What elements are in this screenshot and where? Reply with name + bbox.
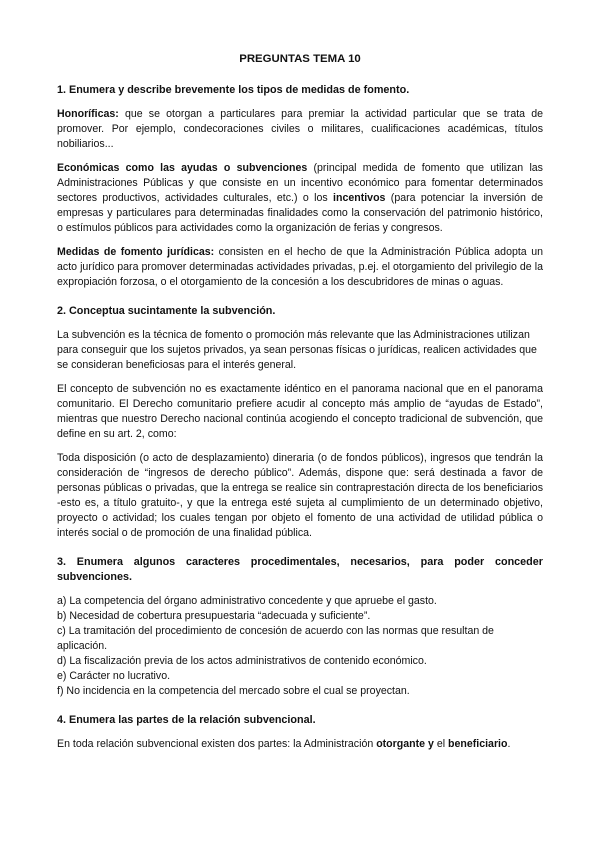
- list-item: d) La fiscalización previa de los actos administrativos de contenido económico.: [57, 655, 427, 667]
- economicas-text-2: (para potenciar la inversión de empresas y particulares para determinadas finalidades como la conservación del patrimonio histórico, o estímulos públicos para actividades como la organización de ferias y congresos.: [57, 192, 543, 234]
- honorificas-text: que se otorgan a particulares para premiar la actividad particular que se trata de promover. Por ejemplo, condecoraciones civiles o militares, cualificaciones académicas, títulos nobiliarios...: [57, 108, 543, 150]
- juridicas-label: Medidas de fomento jurídicas:: [57, 246, 215, 258]
- list-item: c) La tramitación del procedimiento de concesión de acuerdo con las normas que resultan de aplicación.: [57, 625, 494, 652]
- q1-economicas-paragraph: [57, 161, 543, 236]
- question-3-heading: 3. Enumera algunos caracteres procedimentales, necesarios, para poder conceder subvenciones.: [57, 556, 543, 583]
- otorgante-label: otorgante y: [376, 738, 434, 750]
- q3-list: [57, 594, 543, 699]
- incentivos-label: incentivos: [333, 192, 386, 204]
- juridicas-text: consisten en el hecho de que la Administración Pública adopta un acto jurídico para promover determinadas actividades privadas, p.ej. el otorgamiento del privilegio de la expropiación forzosa, o el otorgamiento de la concesión a los descubridores de minas o aguas.: [57, 246, 543, 288]
- beneficiario-label: beneficiario: [448, 738, 508, 750]
- q4-text-3: .: [507, 738, 511, 750]
- page-title: PREGUNTAS TEMA 10: [239, 53, 361, 65]
- question-4-heading: 4. Enumera las partes de la relación subvencional.: [57, 714, 316, 726]
- q1-juridicas-paragraph: [57, 245, 543, 290]
- q2-paragraph-3: Toda disposición (o acto de desplazamiento) dineraria (o de fondos públicos), ingresos que tendrán la consideración de “ingresos de derecho público”. Además, dispone que: será destinada a favor de personas públicas o privadas, que la entrega se realice sin contraprestación directa de los beneficiarios -esto es, a título gratuito-, y que la entrega esté sujeta al cumplimiento de un determinado objetivo, proyecto o actividad; los cuales tengan por objeto el fomento de una actividad de utilidad pública o interés social o de promoción de una finalidad pública.: [57, 452, 543, 539]
- economicas-text-1: (principal medida de fomento que utilizan las Administraciones Públicas y que consiste en un incentivo económico para fomentar determinados sectores productivos, actividades culturales, etc.) o los: [57, 162, 543, 204]
- question-2-heading: 2. Conceptua sucintamente la subvención.: [57, 305, 276, 317]
- list-item: b) Necesidad de cobertura presupuestaria “adecuada y suficiente”.: [57, 610, 371, 622]
- q4-paragraph: [57, 737, 543, 752]
- q2-paragraph-1: La subvención es la técnica de fomento o promoción más relevante que las Administraciones utilizan para conseguir que los sujetos privados, ya sean personas físicas o jurídicas, realicen actividades que se consideran beneficiosas para el interés general.: [57, 329, 537, 371]
- economicas-label: Económicas como las ayudas o subvenciones: [57, 162, 308, 174]
- q2-paragraph-2: El concepto de subvención no es exactamente idéntico en el panorama nacional que en el panorama comunitario. El Derecho comunitario prefiere acudir al concepto más amplio de “ayudas de Estado”, mientras que nuestro Derecho nacional continúa acogiendo el concepto tradicional de subvención, que define en su art. 2, como:: [57, 383, 543, 440]
- list-item: e) Carácter no lucrativo.: [57, 670, 171, 682]
- q4-text-2: el: [433, 738, 449, 750]
- honorificas-label: Honoríficas:: [57, 108, 119, 120]
- q4-text-1: En toda relación subvencional existen dos partes: la Administración: [57, 738, 377, 750]
- document-page: [57, 52, 543, 761]
- question-1-heading: 1. Enumera y describe brevemente los tipos de medidas de fomento.: [57, 84, 410, 96]
- list-item: f) No incidencia en la competencia del mercado sobre el cual se proyectan.: [57, 685, 410, 697]
- list-item: a) La competencia del órgano administrativo concedente y que apruebe el gasto.: [57, 595, 437, 607]
- q1-honorificas-paragraph: [57, 107, 543, 152]
